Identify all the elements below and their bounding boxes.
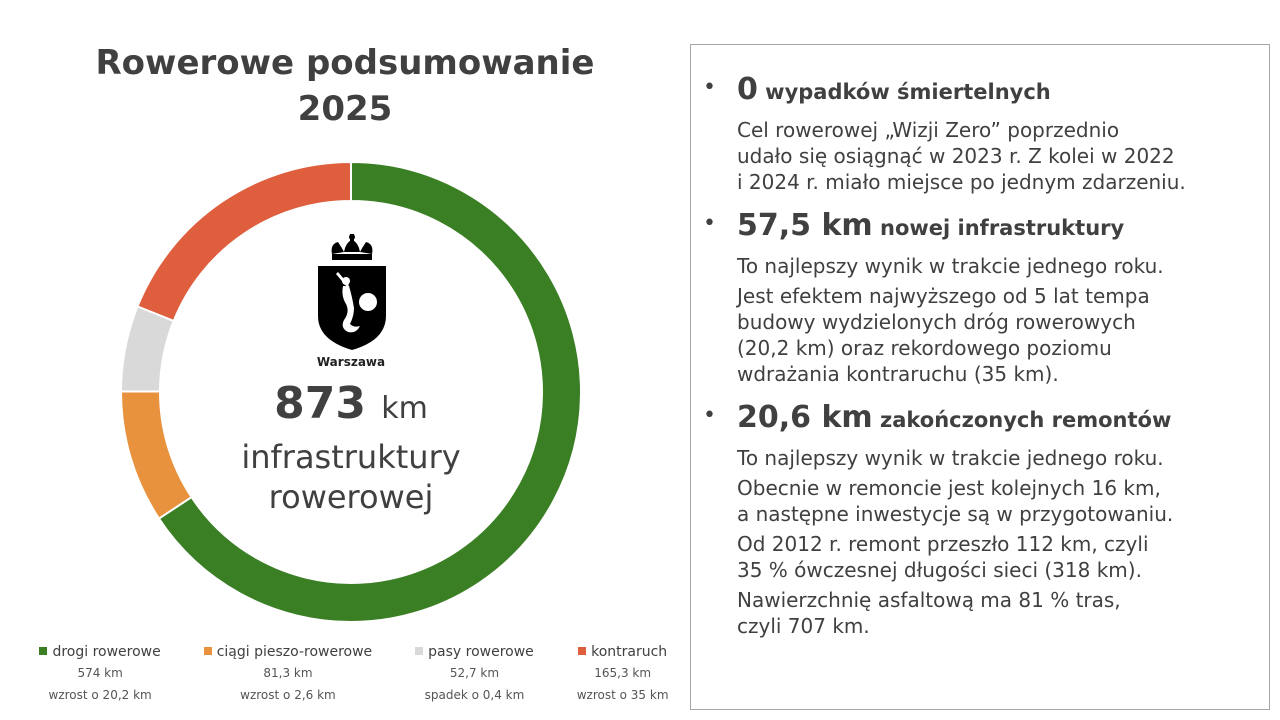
summary-section xyxy=(701,209,1251,387)
section-heading xyxy=(737,209,1251,247)
section-label: nowej infrastruktury xyxy=(872,216,1125,240)
title-line-1: Rowerowe podsumowanie xyxy=(95,43,595,83)
legend-swatch xyxy=(204,647,212,655)
legend-value: 574 km xyxy=(77,666,123,680)
bullet-icon: • xyxy=(703,211,716,236)
section-paragraph: Nawierzchnię asfaltową ma 81 % tras, czyli 707 km. xyxy=(737,588,1121,638)
section-label: wypadków śmiertelnych xyxy=(757,80,1051,104)
section-paragraph: Cel rowerowej „Wizji Zero” poprzednio udało się osiągnąć w 2023 r. Z kolei w 2022 i 2024 r. miało miejsce po jednym zdarzeniu. xyxy=(737,118,1186,194)
summary-section xyxy=(701,401,1251,639)
legend-item xyxy=(18,644,182,702)
section-paragraph: To najlepszy wynik w trakcie jednego roku. xyxy=(737,446,1164,470)
summary-section xyxy=(701,73,1251,195)
section-number: 57,5 km xyxy=(737,208,873,243)
legend-value: 81,3 km xyxy=(263,666,313,680)
legend-change: wzrost o 2,6 km xyxy=(240,688,336,702)
donut-slice-2 xyxy=(121,391,192,518)
legend-change: wzrost o 20,2 km xyxy=(48,688,152,702)
bullet-icon: • xyxy=(703,403,716,428)
legend-value: 165,3 km xyxy=(594,666,652,680)
legend-label: ciągi pieszo-rowerowe xyxy=(182,644,393,660)
legend-label: kontraruch xyxy=(555,644,690,660)
total-label-line-1: infrastruktury xyxy=(241,438,461,476)
section-paragraph: Jest efektem najwyższego od 5 lat tempa budowy wydzielonych dróg rowerowych (20,2 km) oraz rekordowego poziomu wdrażania kontraruchu (35 km). xyxy=(737,284,1150,386)
section-heading xyxy=(737,73,1251,111)
legend-label: drogi rowerowe xyxy=(18,644,182,660)
chart-legend xyxy=(18,644,690,702)
city-name: Warszawa xyxy=(316,355,386,369)
legend-label: pasy rowerowe xyxy=(394,644,556,660)
legend-swatch xyxy=(39,647,47,655)
total-value xyxy=(200,376,502,437)
total-label-line-2: rowerowej xyxy=(268,478,434,516)
section-paragraph: Od 2012 r. remont przeszło 112 km, czyli 35 % ówczesnej długości sieci (318 km). xyxy=(737,532,1149,582)
legend-swatch xyxy=(578,647,586,655)
legend-swatch xyxy=(415,647,423,655)
section-paragraph: Obecnie w remoncie jest kolejnych 16 km, a następne inwestycje są w przygotowaniu. xyxy=(737,476,1174,526)
total-unit: km xyxy=(381,391,428,426)
section-number: 20,6 km xyxy=(737,400,873,435)
section-number: 0 xyxy=(737,72,758,107)
total-number: 873 xyxy=(274,378,366,429)
legend-change: spadek o 0,4 km xyxy=(424,688,525,702)
donut-slice-3 xyxy=(121,306,174,391)
bullet-icon: • xyxy=(703,75,716,100)
section-label: zakończonych remontów xyxy=(872,408,1172,432)
warsaw-crest-icon xyxy=(316,234,388,352)
legend-item xyxy=(394,644,556,702)
legend-item xyxy=(555,644,690,702)
legend-item xyxy=(182,644,393,702)
summary-panel xyxy=(690,44,1270,710)
title-line-2: 2025 xyxy=(297,89,393,129)
section-paragraph: To najlepszy wynik w trakcie jednego roku. xyxy=(737,254,1164,278)
legend-change: wzrost o 35 km xyxy=(576,688,669,702)
legend-value: 52,7 km xyxy=(449,666,500,680)
section-heading xyxy=(737,401,1251,439)
total-summary xyxy=(200,376,502,517)
